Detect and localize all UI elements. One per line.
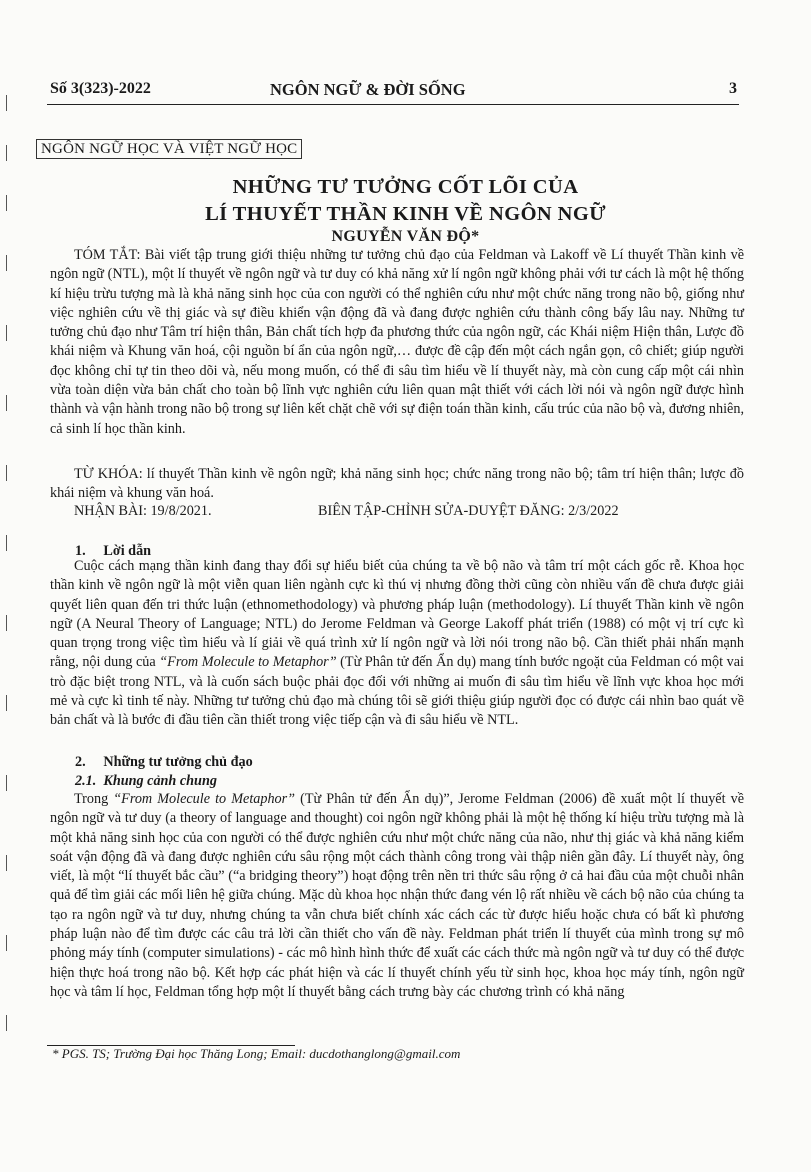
- article-dates: [74, 503, 734, 520]
- intro-text-2: (Từ Phân tử đến Ẩn dụ) mang tính bước ngoặt của Feldman có một vai trò đặc biệt trong NTL, và là cuốn sách buộc phải đọc đối với những ai muốn đi sâu tìm hiểu về lĩnh vực khoa học mới mẻ và cực kì tinh tế này. Những tư tưởng chủ đạo mà chúng tôi sẽ giới thiệu giúp người đọc có được cái nhìn bao quát về bản chất và là bước đi đầu tiên cần thiết trong việc tiếp cận và đi sâu hiểu về NTL.: [50, 654, 744, 729]
- journal-name: NGÔN NGỮ & ĐỜI SỐNG: [270, 80, 466, 99]
- issue-number: Số 3(323)-2022: [50, 80, 151, 97]
- intro-book-title: “From Molecule to Metaphor”: [159, 654, 337, 671]
- context-paragraph: [50, 790, 744, 1002]
- intro-paragraph: [50, 557, 744, 731]
- running-header: [50, 78, 737, 104]
- keywords: TỪ KHÓA: lí thuyết Thần kinh về ngôn ngữ; khả năng sinh học; chức năng trong não bộ; tâm trí hiện thân; lược đồ khái niệm và khung văn hoá.: [50, 466, 744, 502]
- abstract: TÓM TẮT: Bài viết tập trung giới thiệu những tư tưởng chủ đạo của Feldman và Lakoff về Lí thuyết Thần kinh về ngôn ngữ (NTL), một lí thuyết về ngôn ngữ và tư duy có khả năng xử lí ngôn ngữ không phải với tư cách là một hệ thống kí hiệu trừu tượng mà là khả năng sinh học của con người có thể nghiên cứu như một chức năng trong não bộ, giống như việc nghiên cứu về thị giác và sự điều khiển vận động đã và đang được nghiên cứu thành công bấy lâu nay. Những tư tưởng chủ đạo như Tâm trí hiện thân, Bản chất tích hợp đa phương thức của ngôn ngữ, các Khái niệm Hiện thân, Lược đồ khái niệm và Khung văn hoá, cội nguồn bí ẩn của ngôn ngữ,… được đề cập đến một cách ngắn gọn, cô chiết; giúp người đọc không chỉ tự tin theo dõi và, nếu mong muốn, có thể đi sâu tìm hiểu về lí thuyết này, mà còn cung cấp một cái nhìn vừa toàn diện vừa bản chất cho toàn bộ lĩnh vực nghiên cứu liên quan mật thiết với cách lời nói và ngôn ngữ được hình thành và vận hành trong não bộ trong sự liên kết chặt chẽ với sự điện toán thần kinh, cấu trúc của não bộ và, đương nhiên, cả sinh lí học thần kinh.: [50, 247, 744, 437]
- heading-introduction: 1. Lời dẫn: [75, 543, 152, 559]
- article-title-line-1: NHỮNG TƯ TƯỞNG CỐT LÕI CỦA: [232, 176, 579, 198]
- header-rule: [47, 104, 739, 105]
- received-date: NHẬN BÀI: 19/8/2021.: [74, 503, 212, 519]
- heading-main-ideas: 2. Những tư tưởng chủ đạo: [75, 754, 253, 770]
- article-title-line-2: LÍ THUYẾT THẦN KINH VỀ NGÔN NGỮ: [205, 203, 606, 225]
- intro-text-1: Cuộc cách mạng thần kinh đang thay đổi sự hiểu biết của chúng ta về bộ não và tâm trí một cách gốc rễ. Khoa học thần kinh về ngôn ngữ là một viễn quan liên ngành cực kì thú vị nhưng đồng thời cũng còn nhiều vấn đề chưa được giải quyết liên quan đến tri thức luận (ethnomethodology) và phương pháp luận (methodology). Lí thuyết Thần kinh về ngôn ngữ (A Neural Theory of Language; NTL) do Jerome Feldman và George Lakoff phát triển (1988) có một vị trí cực kì quan trọng trong việc tìm hiểu và lí giải về quá trình xử lí ngôn ngữ và lời nói trong não bộ. Cần thiết phải nhấn mạnh rằng, nội dung của: [50, 558, 744, 671]
- section-label: NGÔN NGỮ HỌC VÀ VIỆT NGỮ HỌC: [36, 139, 302, 159]
- edited-date: BIÊN TẬP-CHỈNH SỬA-DUYỆT ĐĂNG: 2/3/2022: [318, 503, 619, 519]
- heading-general-context: 2.1. Khung cảnh chung: [75, 773, 217, 789]
- context-text-1: Trong: [74, 791, 114, 807]
- context-text-2: (Từ Phân tử đến Ẩn dụ)”, Jerome Feldman (2006) đề xuất một lí thuyết về ngôn ngữ và tư duy (a theory of language and thought) coi ngôn ngữ không phải là một hệ thống kí hiệu trừu tượng mà là một khả năng sinh học của con người có thể được nghiên cứu như một chức năng của não, như thị giác và khả năng kiểm soát vận động đã và đang được nghiên cứu sâu rộng một cách thành công trong vài thập niên gần đây. Lí thuyết này, ông viết, là một “lí thuyết bắc cầu” (“a bridging theory”) hoạt động trên nền tri thức sâu rộng ở cả hai đầu của một chuỗi nhân quả để tìm giải các mối liên hệ giữa chúng. Mặc dù khoa học nhận thức đang vén lộ rất nhiều về cách bộ não của chúng ta tạo ra ngôn ngữ và tư duy, nhưng chúng ta vẫn chưa biết chính xác cách các từ được hiểu hoặc chưa có bất kì phương pháp luận nào để tìm được các câu trả lời cần thiết cho vấn đề này. Feldman phát triển lí thuyết của mình trong sự mô phỏng máy tính (computer simulations) - các mô hình hình thức để xuất các cách thức mà ngôn ngữ và tư duy có thể được hiện thực hoá trong não bộ. Kết hợp các phát hiện và các lí thuyết chính yếu từ sinh học, khoa học máy tính, ngôn ngữ học và tâm lí học, Feldman tổng hợp một lí thuyết bằng cách trưng bày các chương trình có khả năng: [50, 791, 744, 1000]
- author-name: NGUYỄN VĂN ĐỘ*: [331, 228, 480, 245]
- author-footnote: * PGS. TS; Trường Đại học Thăng Long; Email: ducdothanglong@gmail.com: [52, 1046, 461, 1061]
- page-number: 3: [729, 80, 737, 97]
- context-book-title: “From Molecule to Metaphor”: [113, 791, 296, 807]
